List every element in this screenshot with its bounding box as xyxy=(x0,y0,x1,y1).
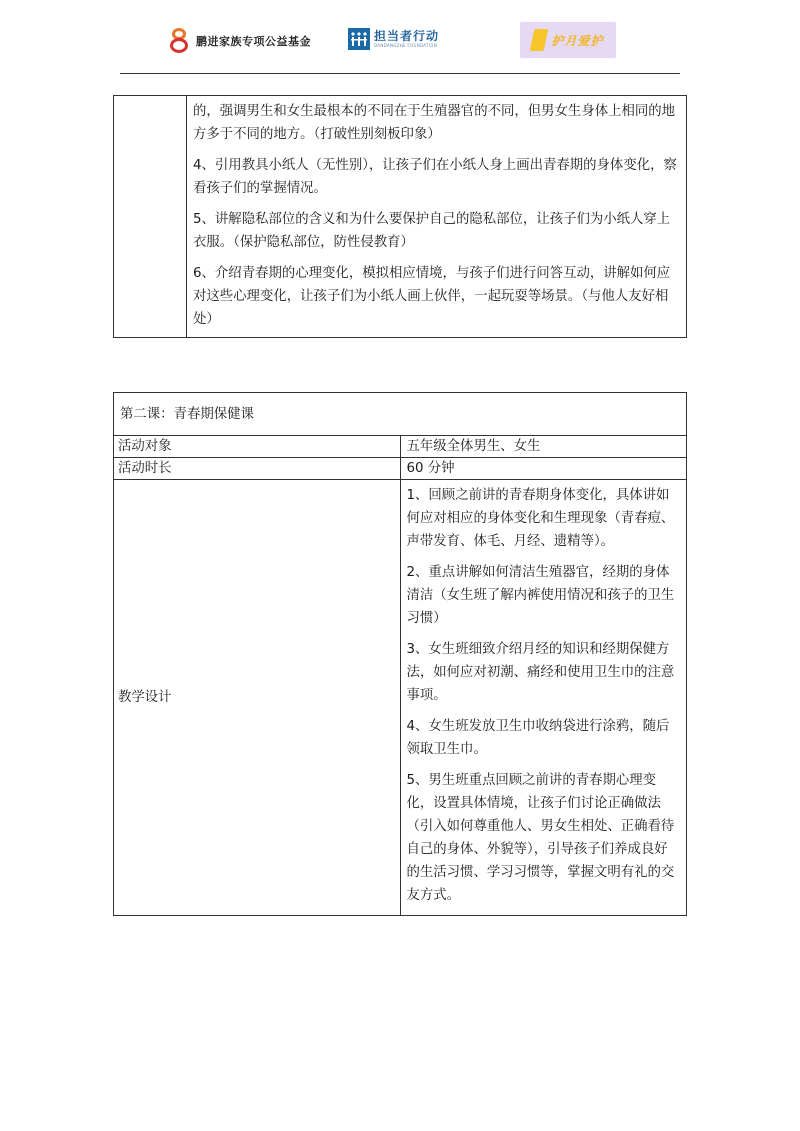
lesson-two-table xyxy=(113,392,687,916)
paragraph: 1、回顾之前讲的青春期身体变化，具体讲如何应对相应的身体变化和生理现象（青春痘、声带发育、体毛、月经、遗精等）。 xyxy=(406,488,675,549)
huyue-logo-icon xyxy=(530,29,549,51)
empty-label-cell xyxy=(114,96,187,338)
huyue-aihu-logo xyxy=(520,22,616,58)
dandangzhe-logo-subtext: DANDANGZHE FOUNDATION xyxy=(374,43,437,48)
paragraph: 5、男生班重点回顾之前讲的青春期心理变化，设置具体情境，让孩子们讨论正确做法（引入如何尊重他人、男女生相处、正确看待自己的身体、外貌等），引导孩子们养成良好的生活习惯、学习习惯等，掌握文明有礼的交友方式。 xyxy=(406,773,675,903)
lesson-two-title: 第二课：青春期保健课 xyxy=(114,393,687,436)
duration-value: 60 分钟 xyxy=(400,458,687,480)
paragraph: 4、女生班发放卫生巾收纳袋进行涂鸦，随后领取卫生巾。 xyxy=(406,719,670,757)
paragraph: 4、引用教具小纸人（无性别），让孩子们在小纸人身上画出青春期的身体变化，察看孩子们的掌握情况。 xyxy=(193,158,677,196)
dandangzhe-logo xyxy=(348,28,439,50)
dandangzhe-logo-text: 担当者行动 xyxy=(374,29,440,43)
teaching-design-content xyxy=(400,480,687,916)
paragraph: 6、介绍青春期的心理变化，模拟相应情境，与孩子们进行问答互动，讲解如何应对这些心理变化，让孩子们为小纸人画上伙伴，一起玩耍等场景。（与他人友好相处） xyxy=(193,266,671,327)
page-header xyxy=(0,22,800,62)
paragraph: 3、女生班细致介绍月经的知识和经期保健方法，如何应对初潮、痛经和使用卫生巾的注意事项。 xyxy=(406,642,675,703)
pengjin-logo-text: 鹏进家族专项公益基金 xyxy=(196,35,311,48)
teaching-design-label: 教学设计 xyxy=(114,480,401,916)
duration-label: 活动时长 xyxy=(114,458,401,480)
teaching-design-content xyxy=(187,96,687,338)
paragraph: 5、讲解隐私部位的含义和为什么要保护自己的隐私部位，让孩子们为小纸人穿上衣服。（保护隐私部位，防性侵教育） xyxy=(193,212,671,250)
audience-label: 活动对象 xyxy=(114,436,401,458)
pengjin-foundation-logo xyxy=(170,28,311,54)
paragraph: 2、重点讲解如何清洁生殖器官，经期的身体清洁（女生班了解内裤使用情况和孩子的卫生习惯） xyxy=(406,565,675,626)
pengjin-logo-icon xyxy=(170,28,192,54)
dandangzhe-logo-icon xyxy=(348,28,370,50)
paragraph: 的，强调男生和女生最根本的不同在于生殖器官的不同，但男女生身体上相同的地方多于不同的地方。（打破性别刻板印象） xyxy=(193,104,676,142)
lesson-one-continued-table xyxy=(113,95,687,338)
audience-value: 五年级全体男生、女生 xyxy=(400,436,687,458)
huyue-logo-text: 护月爱护 xyxy=(551,33,604,48)
header-divider xyxy=(120,73,680,74)
